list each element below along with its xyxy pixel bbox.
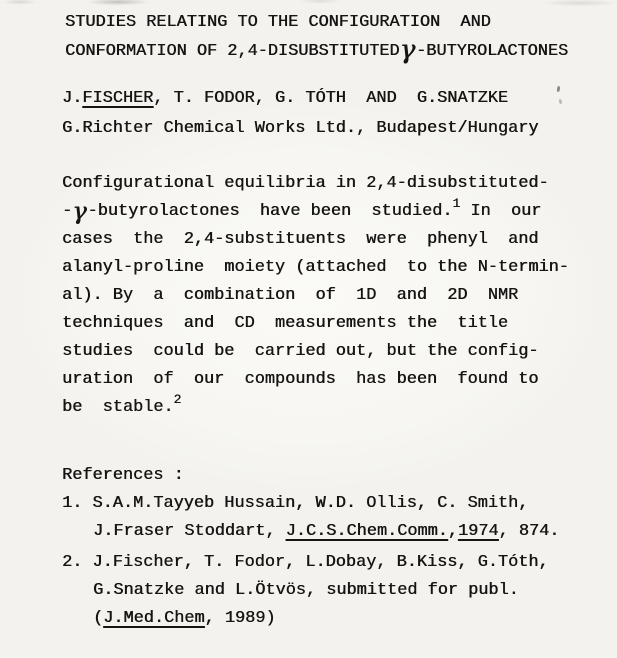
abstract-line-1: Configurational equilibria in 2,4-disubstituted- — [62, 174, 549, 193]
scan-speck — [559, 99, 563, 104]
abstract-line-4: alanyl-proline moiety (attached to the N-termin- — [62, 258, 569, 277]
abstract-line-6: techniques and CD measurements the title — [62, 314, 508, 333]
byline — [62, 84, 538, 144]
affiliation-line: G.Richter Chemical Works Ltd., Budapest/Hungary — [62, 119, 539, 138]
reference-2-paren: ( — [93, 609, 104, 628]
reference-2-line-2: G.Snatzke and L.Ötvös, submitted for publ. — [93, 581, 519, 600]
abstract-line-8: uration of our compounds has been found to — [62, 370, 539, 389]
abstract-line-9 — [62, 394, 569, 422]
reference-item-2 — [62, 549, 559, 633]
journal-name-underlined: J.C.S.Chem.Comm. — [285, 522, 448, 541]
title-line-2-text: CONFORMATION OF 2,4-DISUBSTITUTED — [65, 42, 400, 61]
references-heading: References : — [62, 466, 184, 485]
reference-1-comma: , — [447, 522, 458, 541]
abstract-line-5: al). By a combination of 1D and 2D NMR — [62, 286, 519, 305]
reference-1-authors: J.Fraser Stoddart, — [93, 522, 286, 541]
reference-1-line-2 — [62, 518, 559, 546]
year-underlined: 1974 — [457, 522, 499, 541]
abstract-line-2-hyphen: - — [62, 202, 73, 221]
reference-2-year: , 1989) — [204, 609, 276, 628]
footnote-marker-1: 1 — [452, 196, 461, 212]
abstract-line-9-text: be stable. — [62, 398, 174, 417]
scan-speck — [556, 86, 560, 92]
footnote-marker-2: 2 — [173, 392, 182, 408]
abstract-line-2-text: -butyrolactones have been studied. — [87, 202, 453, 221]
reference-2-line-1: 2. J.Fischer, T. Fodor, L.Dobay, B.Kiss, G.Tóth, — [62, 553, 549, 572]
abstract-line-3: cases the 2,4-substituents were phenyl and — [62, 230, 539, 249]
reference-1-line-1: 1. S.A.M.Tayyeb Hussain, W.D. Ollis, C. Smith, — [62, 494, 529, 513]
authors-line — [62, 84, 538, 114]
abstract-line-2-tail: In our — [460, 202, 542, 221]
reference-2-line-3 — [62, 605, 559, 633]
authors-rest: , T. FODOR, G. TÓTH AND G.SNATZKE — [153, 89, 508, 108]
title-line-1: STUDIES RELATING TO THE CONFIGURATION AND — [65, 13, 491, 32]
author-underlined: FISCHER — [82, 89, 154, 108]
journal-name-underlined: J.Med.Chem — [103, 609, 205, 628]
references-section — [62, 462, 559, 633]
reference-1-page: , 874. — [498, 522, 560, 541]
abstract-paragraph — [62, 170, 569, 422]
paper-title — [65, 8, 568, 66]
title-line-2-tail: -BUTYROLACTONES — [416, 42, 569, 61]
abstract-line-7: studies could be carried out, but the config- — [62, 342, 539, 361]
author-prefix: J. — [62, 89, 83, 108]
title-line-2: CONFORMATION OF 2,4-DISUBSTITUTEDγ-BUTYROLACTONES — [65, 35, 569, 65]
reference-item-1 — [62, 490, 559, 546]
abstract-line-2: -γ-butyrolactones have been studied.$^1$ In our — [62, 196, 542, 225]
